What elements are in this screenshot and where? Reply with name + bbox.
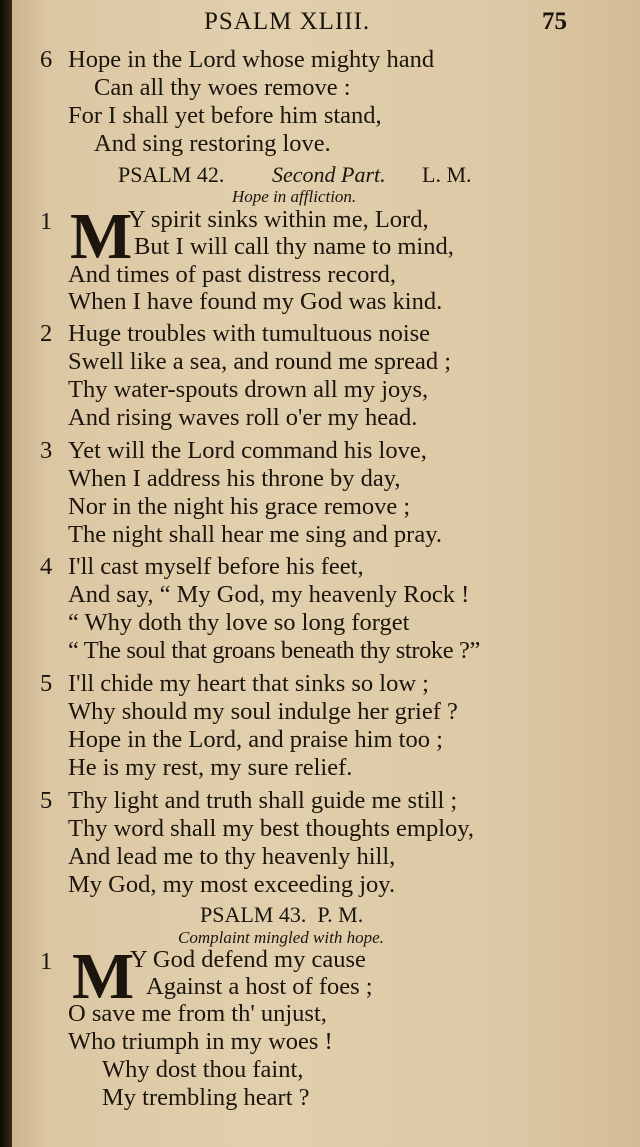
part-label: Second Part. bbox=[272, 162, 386, 187]
stanza-number: 6 bbox=[40, 46, 53, 73]
verse-line: When I have found my God was kind. bbox=[68, 288, 443, 315]
stanza-number: 1 bbox=[40, 208, 53, 235]
verse-line: My trembling heart ? bbox=[102, 1084, 310, 1111]
verse-line: Why should my soul indulge her grief ? bbox=[68, 698, 458, 725]
verse-line: He is my rest, my sure relief. bbox=[68, 754, 353, 781]
verse-line: Who triumph in my woes ! bbox=[68, 1028, 333, 1055]
verse-line: And times of past distress record, bbox=[68, 261, 396, 288]
stanza-number: 5 bbox=[40, 787, 53, 814]
verse-line: Thy word shall my best thoughts employ, bbox=[68, 815, 475, 842]
verse-line: Hope in the Lord, and praise him too ; bbox=[68, 726, 443, 753]
verse-line: And sing restoring love. bbox=[94, 130, 331, 157]
verse-line: Hope in the Lord whose mighty hand bbox=[68, 46, 435, 73]
verse-line: And lead me to thy heavenly hill, bbox=[68, 843, 396, 870]
verse-line: Thy light and truth shall guide me still ; bbox=[68, 787, 458, 814]
verse-line: I'll cast myself before his feet, bbox=[68, 553, 364, 580]
verse-line: Swell like a sea, and round me spread ; bbox=[68, 348, 452, 375]
verse-line: Against a host of foes ; bbox=[146, 973, 373, 1000]
stanza-number: 5 bbox=[40, 670, 53, 697]
stanza-number: 2 bbox=[40, 320, 53, 347]
verse-line: Huge troubles with tumultuous noise bbox=[68, 320, 431, 347]
verse-line: Nor in the night his grace remove ; bbox=[68, 493, 411, 520]
verse-line: The night shall hear me sing and pray. bbox=[68, 521, 442, 548]
page-number: 75 bbox=[542, 8, 567, 35]
drop-cap: M bbox=[72, 940, 133, 1013]
stanza-number: 4 bbox=[40, 553, 53, 580]
verse-line: And say, “ My God, my heavenly Rock ! bbox=[68, 581, 470, 608]
drop-cap: M bbox=[70, 200, 131, 273]
verse-line: When I address his throne by day, bbox=[68, 465, 401, 492]
verse-line: Why dost thou faint, bbox=[102, 1056, 304, 1083]
book-page bbox=[12, 0, 640, 1147]
running-title: PSALM XLIII. bbox=[204, 8, 371, 35]
verse-line: My God, my most exceeding joy. bbox=[68, 871, 396, 898]
book-spine-edge bbox=[0, 0, 12, 1147]
verse-line: I'll chide my heart that sinks so low ; bbox=[68, 670, 429, 697]
meter-label: L. M. bbox=[422, 162, 472, 187]
stanza-number: 1 bbox=[40, 948, 53, 975]
verse-line: Y spirit sinks within me, Lord, bbox=[128, 206, 429, 233]
verse-line: For I shall yet before him stand, bbox=[68, 102, 382, 129]
verse-line: Can all thy woes remove : bbox=[94, 74, 351, 101]
verse-line: Y God defend my cause bbox=[130, 946, 366, 973]
verse-line: Thy water-spouts drown all my joys, bbox=[68, 376, 429, 403]
verse-line: “ Why doth thy love so long forget bbox=[68, 609, 410, 636]
psalm-subtitle: Complaint mingled with hope. bbox=[178, 928, 384, 947]
psalm-subtitle: Hope in affliction. bbox=[232, 187, 357, 206]
stanza-number: 3 bbox=[40, 437, 53, 464]
page-header bbox=[12, 4, 640, 38]
psalm-number: PSALM 43. P. M. bbox=[200, 902, 364, 927]
verse-line: But I will call thy name to mind, bbox=[134, 233, 454, 260]
verse-line: O save me from th' unjust, bbox=[68, 1000, 327, 1027]
psalm-number: PSALM 42. bbox=[118, 162, 225, 187]
verse-line: And rising waves roll o'er my head. bbox=[68, 404, 418, 431]
verse-line: “ The soul that groans beneath thy stroke ?” bbox=[68, 637, 480, 664]
verse-line: Yet will the Lord command his love, bbox=[68, 437, 427, 464]
